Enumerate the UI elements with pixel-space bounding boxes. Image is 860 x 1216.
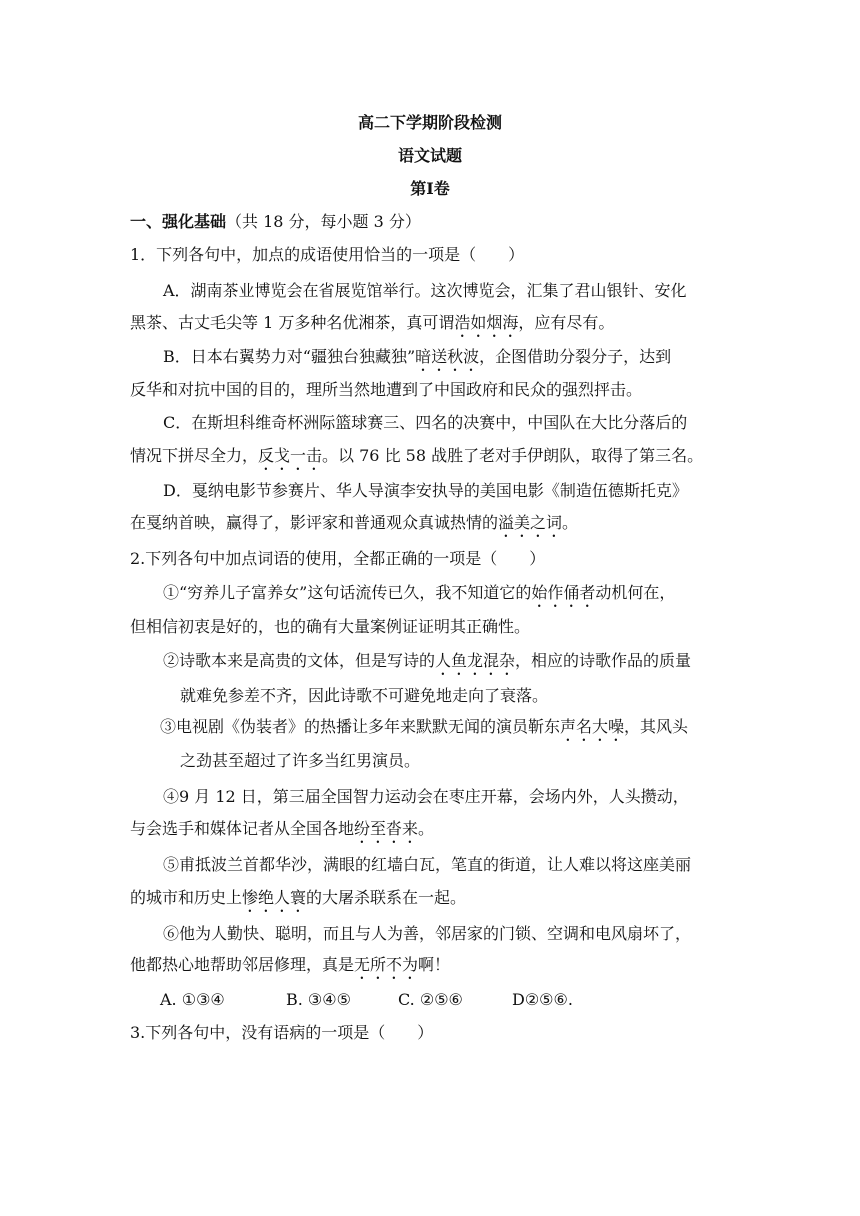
q2-sentence-6-line1: ⑥他为人勤快、聪明，而且与人为善，邻居家的门锁、空调和电风扇坏了， xyxy=(163,924,692,943)
q2-sentence-5-line2 xyxy=(130,888,466,916)
q1-stem: 1．下列各句中，加点的成语使用恰当的一项是（ ） xyxy=(130,245,525,264)
q1-b-text-end: ，企图借助分裂分子，达到 xyxy=(479,347,672,366)
q2-sentence-2-line1 xyxy=(163,651,691,679)
section-note: （共 18 分，每小题 3 分） xyxy=(226,212,421,231)
section-label: 一、强化基础 xyxy=(130,212,227,231)
q2-sentence-1-line2: 但相信初衷是好的，也的确有大量案例证证明其正确性。 xyxy=(130,617,531,636)
q2-sentence-5-line1: ⑤甫抵波兰首都华沙，满眼的红墙白瓦，笔直的街道，让人难以将这座美丽 xyxy=(163,855,692,874)
q2-sentence-3-line1 xyxy=(160,717,688,745)
volume-label: 第Ⅰ卷 xyxy=(410,179,450,198)
q2-s4-dotted-phrase: 纷至沓来 xyxy=(354,819,419,838)
q1-option-b-line1 xyxy=(163,347,671,375)
q2-option-b: B. ③④⑤ xyxy=(286,990,351,1009)
q1-c-text-end: 。以 76 比 58 战胜了老对手伊朗队，取得了第三名。 xyxy=(322,446,704,465)
q2-s5-dotted-phrase: 惨绝人寰 xyxy=(242,888,307,907)
q2-s6-text: 他都热心地帮助邻居修理，真是 xyxy=(130,955,355,974)
exam-title: 高二下学期阶段检测 xyxy=(357,113,502,132)
q1-option-d-line2 xyxy=(130,513,578,541)
q1-d-text: 在戛纳首映，赢得了，影评家和普通观众真诚热情的 xyxy=(130,513,499,532)
q2-s3-text-end: ，其风头 xyxy=(624,717,689,736)
q2-s6-text-end: 啊！ xyxy=(418,955,451,974)
q1-option-c-line1: C．在斯坦科维奇杯洲际篮球赛三、四名的决赛中，中国队在大比分落后的 xyxy=(163,413,688,432)
q1-option-d-line1: D．戛纳电影节参赛片、华人导演李安执导的美国电影《制造伍德斯托克》 xyxy=(163,481,688,500)
q2-stem: 2.下列各句中加点词语的使用，全都正确的一项是（ ） xyxy=(130,549,546,568)
q1-c-dotted-idiom: 反戈一击 xyxy=(258,446,323,465)
q1-a-dotted-idiom: 浩如烟海 xyxy=(454,313,519,332)
q3-stem: 3.下列各句中，没有语病的一项是（ ） xyxy=(130,1023,434,1042)
section-heading xyxy=(130,212,421,232)
exam-subtitle: 语文试题 xyxy=(397,146,462,165)
q2-sentence-4-line1: ④9 月 12 日，第三届全国智力运动会在枣庄开幕，会场内外，人头攒动， xyxy=(163,787,689,806)
q1-d-text-end: 。 xyxy=(562,513,579,532)
q2-option-c: C. ②⑤⑥ xyxy=(398,990,463,1009)
q1-a-text: 黑茶、古丈毛尖等 1 万多种名优湘茶，真可谓 xyxy=(130,313,455,332)
q2-s3-dotted-phrase: 声名大噪 xyxy=(560,717,625,736)
q2-sentence-2-line2: 就难免参差不齐，因此诗歌不可避免地走向了衰落。 xyxy=(180,686,549,705)
q1-a-text-end: ，应有尽有。 xyxy=(518,313,615,332)
q2-s4-text-end: 。 xyxy=(418,819,435,838)
q1-b-dotted-idiom: 暗送秋波 xyxy=(415,347,480,366)
q2-s3-text: ③电视剧《伪装者》的热播让多年来默默无闻的演员靳东 xyxy=(160,717,561,736)
q2-sentence-1-line1 xyxy=(163,583,675,611)
q2-sentence-6-line2 xyxy=(130,955,450,983)
q1-option-a-line1: A．湖南茶业博览会在省展览馆举行。这次博览会，汇集了君山银针、安化 xyxy=(163,281,687,300)
q1-option-c-line2 xyxy=(130,446,703,474)
q2-s2-text-end: ，相应的诗歌作品的质量 xyxy=(515,651,692,670)
q2-s1-text: ①“穷养儿子富养女”这句话流传已久，我不知道它的 xyxy=(163,583,532,602)
q1-c-text: 情况下拼尽全力， xyxy=(130,446,259,465)
q2-s6-dotted-phrase: 无所不为 xyxy=(354,955,419,974)
q2-option-a: A. ①③④ xyxy=(160,990,225,1009)
q2-s4-text: 与会选手和媒体记者从全国各地 xyxy=(130,819,355,838)
q2-s5-text: 的城市和历史上 xyxy=(130,888,243,907)
q2-option-d: D②⑤⑥. xyxy=(512,990,573,1009)
q2-sentence-3-line2: 之劲甚至超过了许多当红男演员。 xyxy=(180,751,421,770)
q1-b-text: B．日本右翼势力对“疆独台独藏独” xyxy=(163,347,416,366)
q1-option-a-line2 xyxy=(130,313,614,341)
q1-option-b-line2: 反华和对抗中国的目的，理所当然地遭到了中国政府和民众的强烈抨击。 xyxy=(130,380,643,399)
q2-s2-dotted-phrase: 人鱼龙混杂 xyxy=(435,651,516,670)
q2-s1-text-end: 动机何在， xyxy=(595,583,676,602)
q2-s5-text-end: 的大屠杀联系在一起。 xyxy=(306,888,467,907)
q2-s2-text: ②诗歌本来是高贵的文体，但是写诗的 xyxy=(163,651,436,670)
q2-sentence-4-line2 xyxy=(130,819,434,847)
q1-d-dotted-idiom: 溢美之词 xyxy=(498,513,563,532)
q2-s1-dotted-phrase: 始作俑者 xyxy=(531,583,596,602)
